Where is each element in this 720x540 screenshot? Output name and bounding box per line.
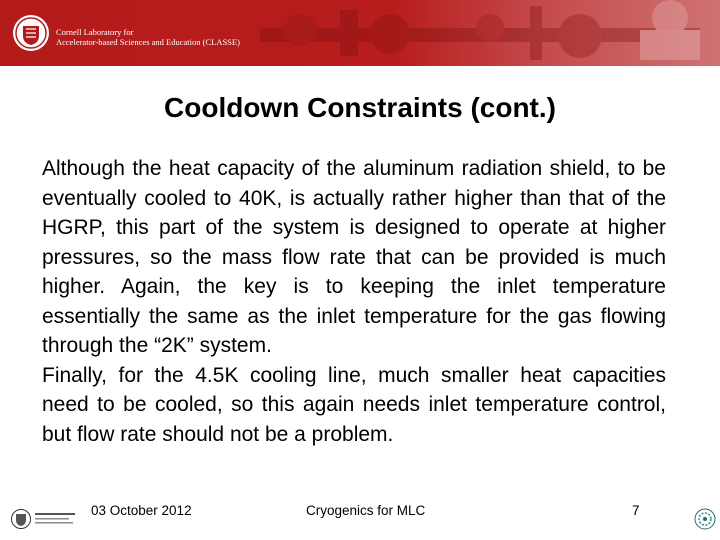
institute-emblem-icon: [694, 508, 716, 530]
footer-date: 03 October 2012: [91, 503, 192, 518]
footer-title: Cryogenics for MLC: [306, 503, 426, 518]
cornell-seal-icon: [12, 14, 50, 52]
paragraph-cooling-line: Finally, for the 4.5K cooling line, much smaller heat capacities need to be cooled, so this again needs inlet temperature control, but flow rate should not be a problem.: [42, 363, 666, 446]
slide-title: Cooldown Constraints (cont.): [164, 92, 556, 123]
org-line-1: Cornell Laboratory for: [56, 27, 134, 37]
cornell-logo-icon: [10, 508, 80, 530]
accelerator-photo: [240, 0, 720, 66]
organization-name: [56, 27, 240, 47]
header-banner: [0, 0, 720, 66]
page-number: 7: [632, 503, 640, 518]
org-line-2: Accelerator-based Sciences and Education (CLASSE): [56, 37, 240, 47]
paragraph-radiation-shield: Although the heat capacity of the aluminum radiation shield, to be eventually cooled to 40K, is actually rather higher than that of the HGRP, this part of the system is designed to operate at higher pressures, so the mass flow rate that can be provided is much higher. Again, the key is to keeping the inlet temperature essentially the same as the inlet temperature for the gas flowing through the “2K” system.: [42, 157, 666, 357]
slide-body: [42, 154, 666, 449]
